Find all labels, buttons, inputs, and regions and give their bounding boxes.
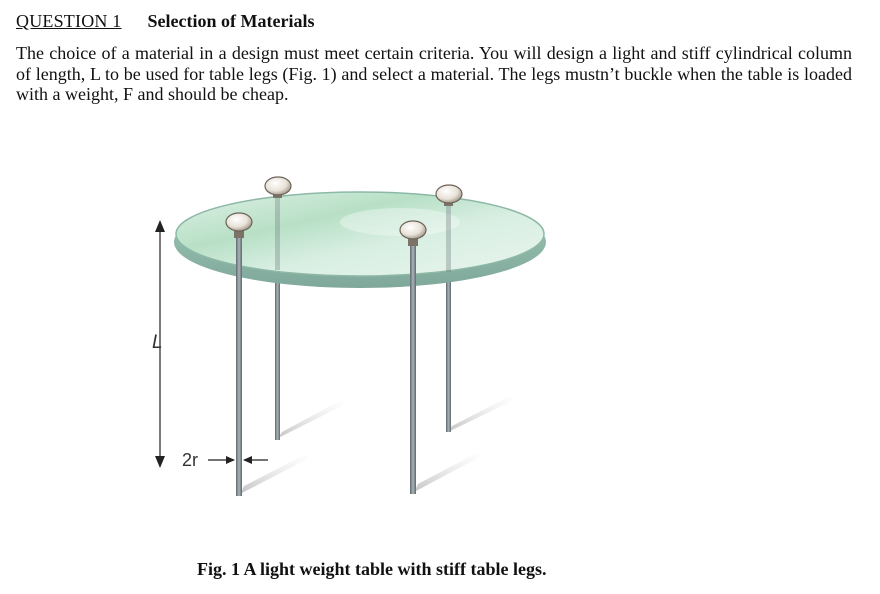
length-label: L	[152, 332, 163, 353]
leg-front-right	[410, 238, 416, 494]
question-body-text: The choice of a material in a design must meet certain criteria. You will design a light and stiff cylindrical column of length, L to be used for table legs (Fig. 1) and select a material. The legs mustn’t buckle when the table is loaded with a weight, F and should be cheap.	[16, 43, 852, 104]
question-heading	[16, 10, 314, 32]
leg-front-left	[236, 230, 242, 496]
shadow-back-left	[278, 398, 345, 438]
shadow-back-right	[448, 394, 514, 432]
diameter-label: 2r	[182, 450, 199, 470]
shadow-front-right	[414, 450, 482, 492]
table-top-glass	[176, 192, 544, 276]
question-title: Selection of Materials	[147, 11, 315, 31]
table-illustration	[130, 160, 560, 505]
figure-caption: Fig. 1 A light weight table with stiff table legs.	[197, 559, 547, 579]
table-figure	[130, 160, 560, 505]
question-number: QUESTION 1	[16, 11, 122, 31]
